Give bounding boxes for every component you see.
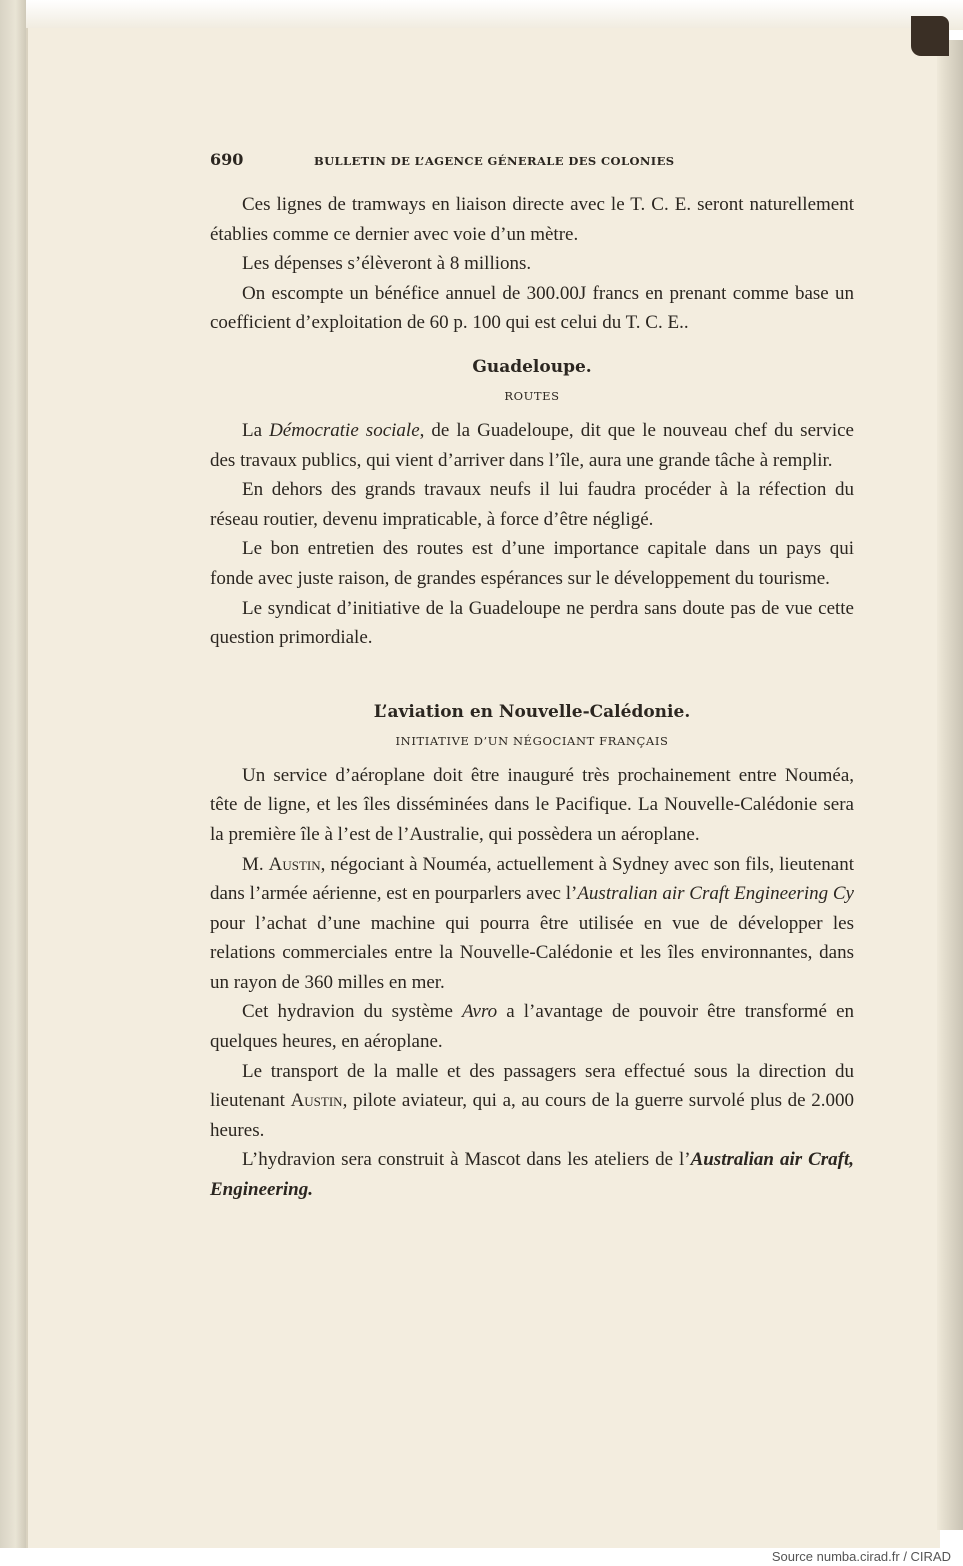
source-watermark: Source numba.cirad.fr / CIRAD (771, 1549, 951, 1564)
aircraft-name: Avro (461, 1001, 498, 1023)
text-run: , pilote aviateur, qui a, au cours de la guerre survolé plus de 2.000 heures. (210, 1090, 855, 1141)
company-name: Australian air Craft, Engineering. (210, 1149, 854, 1201)
section-subheading-initiative: INITIATIVE D’UN NÉGOCIANT FRANÇAIS (395, 733, 669, 748)
section-heading-aviation: L’aviation en Nouvelle-Calédonie. (373, 701, 691, 722)
paragraph (210, 850, 854, 998)
page-number: 690 (210, 150, 244, 169)
paragraph: On escompte un bénéfice annuel de 300.00J francs en prenant comme base un coefficient d’exploitation de 60 p. 100 qui est celui du T. C. E.. (210, 282, 854, 334)
text-run: , négociant à Nouméa, actuellement à Sydney avec son fils, lieutenant dans l’armée aérienne, est en pourparlers avec l’ (210, 853, 854, 905)
text-run: pour l’achat d’une machine qui pourra être utilisée en vue de développer les relations commerciales entre la Nouvelle-Calédonie et les îles environnantes, dans un rayon de 360 milles en mer. (210, 912, 854, 993)
text-run: , de la Guadeloupe, dit que le nouveau chef du service des travaux publics, qui vient d’arriver dans l’île, aura une grande tâche à remplir. (210, 419, 854, 471)
binding-corner (911, 16, 949, 56)
paragraph: Les dépenses s’élèveront à 8 millions. (242, 253, 532, 275)
section-subheading-routes: ROUTES (504, 388, 560, 403)
company-name: Australian air Craft Engineering Cy (577, 883, 854, 905)
paragraph (210, 1145, 854, 1204)
section-heading-guadeloupe: Guadeloupe. (472, 356, 592, 377)
newspaper-title: Démocratie sociale (269, 419, 420, 441)
text-run: Le transport de la malle et des passagers sera effectué sous la direction du lieutenant (210, 1060, 854, 1112)
running-title: BULLETIN DE L’AGENCE GÉNERALE DES COLONIES (314, 154, 675, 168)
paragraph: Un service d’aéroplane doit être inauguré très prochainement entre Nouméa, tête de ligne, et les îles disséminées dans le Pacifique. La Nouvelle-Calédonie sera la première île à l’est de l’Australie, qui possèdera un aéroplane. (210, 764, 854, 845)
text-run: L’hydravion sera construit à Mascot dans les ateliers de l’ (242, 1149, 691, 1171)
text-run: a l’avantage de pouvoir être transformé en quelques heures, en aéroplane. (210, 1001, 855, 1053)
text-run: M. (242, 853, 269, 875)
person-name: Austin (268, 853, 321, 875)
text-run: Cet hydravion du système (242, 1001, 462, 1023)
paragraph (210, 416, 854, 475)
book-spine (937, 40, 963, 1530)
paragraph (210, 997, 854, 1056)
paragraph: Ces lignes de tramways en liaison directe avec le T. C. E. seront naturellement établies comme ce dernier avec voie d’un mètre. (210, 194, 854, 245)
paragraph: Le bon entretien des routes est d’une importance capitale dans un pays qui fonde avec juste raison, de grandes espérances sur le développement du tourisme. (210, 538, 854, 589)
paragraph: Le syndicat d’initiative de la Guadeloupe ne perdra sans doute pas de vue cette question primordiale. (210, 597, 854, 649)
top-margin (26, 0, 963, 30)
running-head (210, 150, 854, 190)
paragraph (210, 1057, 854, 1146)
book-page-edges (0, 0, 26, 1548)
text-run: La (242, 419, 270, 441)
page-content (210, 150, 854, 1205)
paragraph: En dehors des grands travaux neufs il lui faudra procéder à la réfection du réseau routier, devenu impraticable, à force d’être négligé. (210, 479, 854, 530)
person-name: Austin (290, 1090, 343, 1112)
